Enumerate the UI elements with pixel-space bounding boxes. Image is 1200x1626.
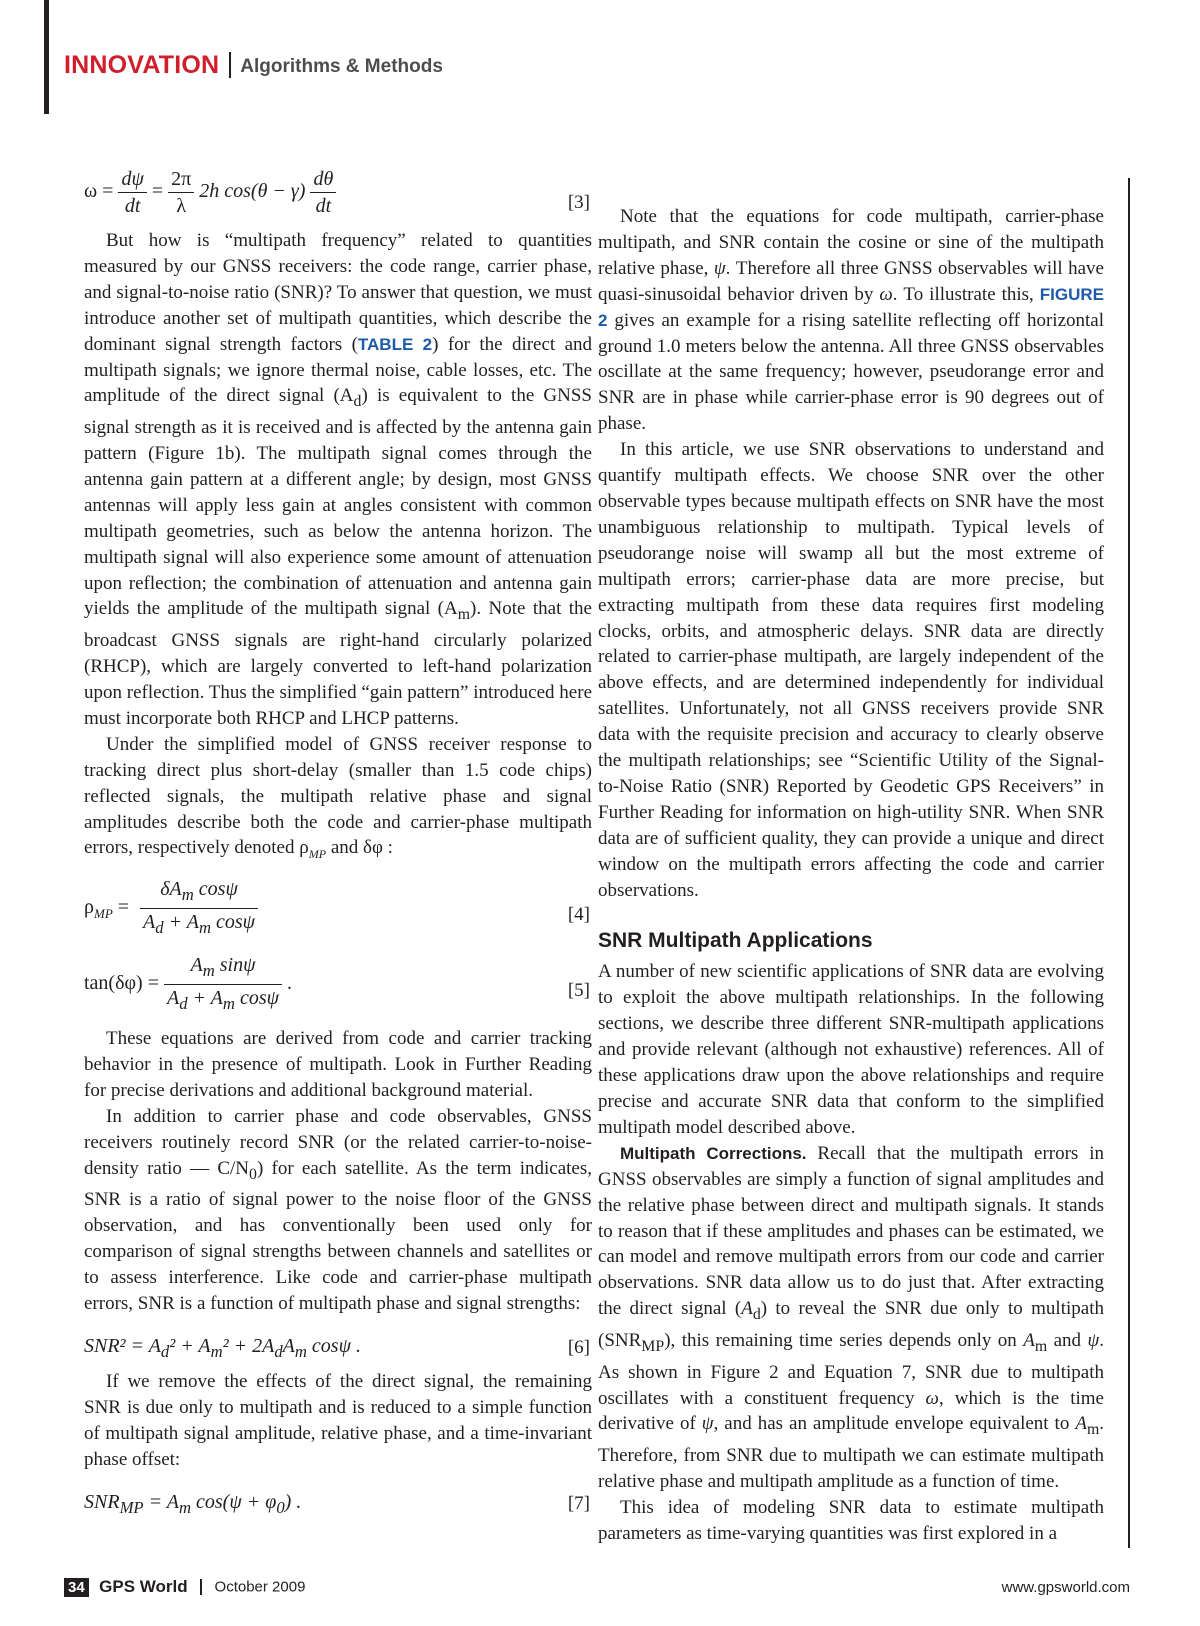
eq5-denominator: $A_d + A_m$ cosψ [167, 987, 280, 1014]
eq4-frac [140, 876, 258, 941]
left-column [84, 166, 592, 1523]
run-in-heading: Multipath Corrections. [620, 1143, 807, 1163]
eq4-numerator: $\delta A_m$ cosψ [140, 876, 258, 909]
right-column-rule [1128, 178, 1130, 1548]
table-2-link[interactable]: TABLE 2 [357, 334, 433, 354]
footer-divider [200, 1579, 202, 1595]
right-paragraph-2: In this article, we use SNR observations to understand and quantify multipath effects. We choose SNR over the other observable types because multipath effects on SNR have the most unambiguous relationship to multipath. Typical levels of pseudorange noise will swamp all but the most extreme of multipath errors; carrier-phase data are more precise, but extracting multipath from these data requires first modeling clocks, orbits, and atmospheric delays. SNR data are directly related to carrier-phase multipath, are largely independent of the above effects, and are determined independently for individual satellites. Unfortunately, not all GNSS receivers provide SNR data with the requisite precision and accuracy to clearly observe the multipath relationships; see “Scientific Utility of the Signal-to-Noise Ratio (SNR) Reported by Geodetic GPS Receivers” in Further Reading for information on high-utility SNR. When SNR data are of sufficient quality, they can provide a unique and direct window on the multipath errors affecting the code and carrier observations. [598, 439, 1104, 901]
equation-4: $\rho_{MP}$ = $\frac{\delta A_m \cos\psi}{A_d + A_m \cos\psi}$ [4] [84, 876, 592, 942]
eq3-frac1 [118, 166, 146, 219]
section-header [64, 46, 443, 80]
section-subtitle: Algorithms & Methods [240, 56, 443, 77]
right-paragraph-4: Multipath Corrections. Recall that the multipath errors in GNSS observables are simply a function of signal amplitudes and the relative phase between direct and multipath signals. It stands to reason that if these amplitudes and phases can be estimated, we can model and remove multipath errors from our code and carrier observations. SNR data allow us to do just that. After extracting the direct signal $(A_d)$ to reveal the SNR due only to multipath $(SNR_{MP})$, this remaining time series depends only on $A_m$ and ψ. As shown in Figure 2 and Equation 7, SNR due to multipath oscillates with a constituent frequency ω, which is the time derivative of ψ, and has an amplitude envelope equivalent to $A_m$. Therefore, from SNR due to multipath we can estimate multipath relative phase and multipath amplitude as a function of time. [598, 1142, 1104, 1493]
eq7-expression: $SNR_{MP} = A_m$ $\cos(\psi + \varphi_0)$ . [84, 1490, 302, 1517]
eq3-num1: dψ [118, 166, 146, 193]
equation-5 [84, 952, 592, 1018]
page-footer [64, 1577, 1130, 1601]
right-column [598, 204, 1104, 1547]
section-title: INNOVATION [64, 51, 220, 79]
section-heading: SNR Multipath Applications [598, 929, 873, 953]
website-link[interactable]: www.gpsworld.com [1001, 1579, 1130, 1596]
right-paragraph-5: This idea of modeling SNR data to estimate multipath parameters as time-varying quantities was first explored in a [598, 1496, 1104, 1544]
eq5-frac [164, 952, 282, 1017]
right-paragraph-3: A number of new scientific applications of SNR data are evolving to exploit the above multipath relationships. In the following sections, we describe three different SNR-multipath applications and provide relevant (although not exhaustive) references. All of these applications draw upon the above relationships and require precise and accurate SNR data that conform to the simplified multipath model described above. [598, 961, 1104, 1138]
left-paragraph-1: But how is “multipath frequency” related to quantities measured by our GNSS receivers: the code range, carrier phase, and signal-to-noise ratio (SNR)? To answer that question, we must introduce another set of multipath quantities, which describe the dominant signal strength factors (TABLE 2) for the direct and multipath signals; we ignore thermal noise, cable losses, etc. The amplitude of the direct signal $(A_d)$ is equivalent to the GNSS signal strength as it is received and is affected by the antenna gain pattern (Figure 1b). The multipath signal comes through the antenna gain pattern at a different angle; by design, most GNSS antennas will apply less gain at angles consistent with common multipath geometries, such as below the antenna horizon. The multipath signal will also experience some amount of attenuation upon reflection; the combination of attenuation and antenna gain yields the amplitude of the multipath signal $(A_m)$. Note that the broadcast GNSS signals are right-hand circularly polarized (RHCP), which are largely converted to left-hand polarization upon reflection. Thus the simplified “gain pattern” introduced here must incorporate both RHCP and LHCP patterns. [84, 230, 593, 729]
eq4-denominator: $A_d + A_m$ cosψ [143, 911, 256, 938]
eq5-lhs: tan(δφ) = [84, 972, 159, 995]
magazine-name: GPS World [99, 1577, 188, 1596]
eq3-num3: dθ [310, 166, 336, 193]
eq3-num2: 2π [168, 166, 194, 193]
eq3-den2: λ [176, 195, 187, 217]
figure-2-link[interactable]: FIGURE 2 [598, 284, 1104, 330]
eq3-frac2 [168, 166, 194, 219]
eq3-den3: dt [315, 195, 332, 217]
eq3-number: [3] [567, 192, 590, 213]
eq7-number: [7] [567, 1492, 590, 1514]
eq4-number: [4] [567, 904, 590, 926]
issue-date: October 2009 [214, 1578, 306, 1596]
equation-3: ω = $\frac{d\psi}{dt}$ = $\frac{2\pi}{\lambda}$ 2h cos(θ − γ) $\frac{d\theta}{dt}$ [3] [84, 168, 590, 217]
left-edge-bar [44, 0, 49, 114]
left-paragraph-3: These equations are derived from code and carrier tracking behavior in the presence of multipath. Look in Further Reading for precise derivations and additional background material. [84, 1028, 592, 1101]
equation-7 [84, 1479, 592, 1523]
eq3-mid: 2h cos(θ − γ) [199, 180, 306, 203]
left-paragraph-5: If we remove the effects of the direct signal, the remaining SNR is due only to multipath and is reduced to a simple function of multipath signal amplitude, relative phase, and a time-invariant phase offset: [84, 1370, 592, 1470]
eq5-tail: . [287, 972, 293, 995]
eq3-den1: dt [124, 195, 141, 217]
eq5-numerator: $A_m$ sinψ [164, 952, 282, 985]
eq3-lhs: ω = [84, 180, 114, 203]
eq6-expression: $SNR^2 = A_d^2 + A_m^2 + 2A_dA_m$ cosψ . [84, 1334, 362, 1361]
left-paragraph-2: Under the simplified model of GNSS receiver response to tracking direct plus short-delay (smaller than 1.5 code chips) reflected signals, the multipath relative phase and signal amplitudes describe both the code and carrier-phase multipath errors, respectively denoted $\rho_{MP}$ and δφ : [84, 733, 592, 862]
header-divider [229, 52, 231, 78]
left-paragraph-4: In addition to carrier phase and code observables, GNSS receivers routinely record SNR (or the related carrier-to-noise-density ratio — $C/N_0$) for each satellite. As the term indicates, SNR is a ratio of signal power to the noise floor of the GNSS observation, and has conventionally been used only for comparison of signal strengths between channels and satellites or to assess interference. Like code and carrier-phase multipath errors, SNR is a function of multipath phase and signal strengths: [84, 1105, 592, 1314]
eq3-frac3 [310, 166, 336, 219]
equation-6 [84, 1325, 592, 1369]
page-number: 34 [64, 1578, 89, 1597]
eq6-number: [6] [567, 1336, 590, 1358]
eq4-lhs: ρ [84, 896, 94, 919]
eq5-number: [5] [567, 980, 590, 1002]
right-paragraph-1: Note that the equations for code multipath, carrier-phase multipath, and SNR contain the cosine or sine of the multipath relative phase, ψ. Therefore all three GNSS observables will have quasi-sinusoidal behavior driven by ω. To illustrate this, FIGURE 2 gives an example for a rising satellite reflecting off horizontal ground 1.0 meters below the antenna. All three GNSS observables oscillate at the same frequency; however, pseudorange error and SNR are in phase while carrier-phase error is 90 degrees out of phase. [598, 206, 1104, 435]
